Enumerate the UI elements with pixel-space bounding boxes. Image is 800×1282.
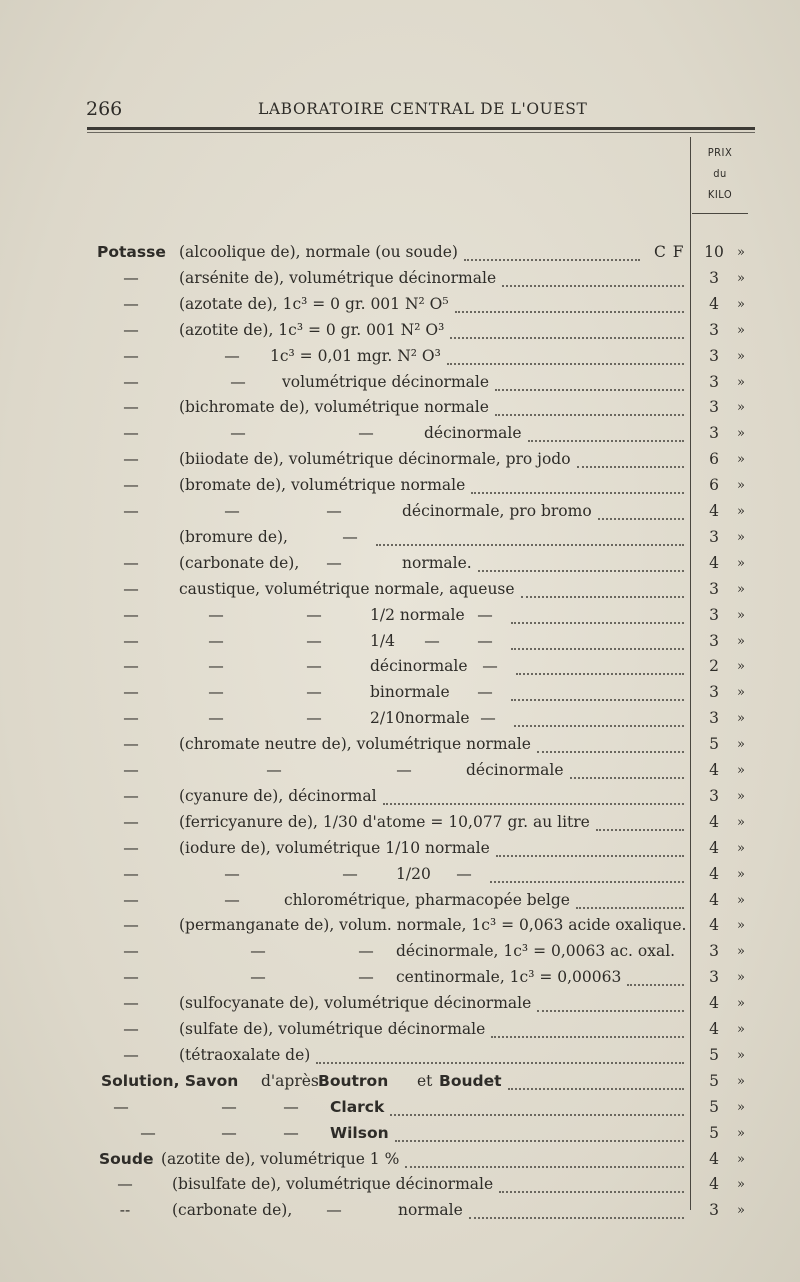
price-unit-mark: » xyxy=(737,788,745,804)
price-value: 4 xyxy=(709,864,719,883)
price-unit-mark: » xyxy=(737,400,745,416)
dot-leader xyxy=(450,333,684,339)
ditto-dash: — xyxy=(208,631,224,650)
entry-text: (sulfocyanate de), volumétrique décinormale xyxy=(179,994,532,1013)
price-row xyxy=(0,735,800,761)
price-value: 4 xyxy=(709,1149,719,1168)
price-row xyxy=(0,916,800,942)
entry-text: (permanganate de), volum. normale, 1c³ = 0,063 acide oxalique. xyxy=(179,916,687,935)
ditto-dash: — xyxy=(123,735,139,754)
entry-text: décinormale xyxy=(424,424,522,443)
entry-text: (alcoolique de), normale (ou soude) xyxy=(179,243,458,261)
entry-text: d'après xyxy=(261,1071,319,1090)
price-header-line-1: PRIX xyxy=(707,146,733,159)
entry-text: 1/4 xyxy=(370,631,395,650)
price-row xyxy=(0,839,800,865)
price-value: 4 xyxy=(709,890,719,909)
dot-leader xyxy=(316,1058,684,1064)
entry-text: Soude xyxy=(99,1149,154,1168)
price-row xyxy=(0,424,800,450)
dot-leader xyxy=(596,825,684,831)
price-unit-mark: » xyxy=(737,763,745,778)
price-row xyxy=(0,295,800,321)
entry-text: (azotite de), 1c³ = 0 gr. 001 N² O³ xyxy=(179,320,445,339)
ditto-dash: — xyxy=(250,942,266,961)
price-row xyxy=(0,761,800,787)
price-value: 4 xyxy=(709,1020,719,1038)
ditto-dash: — xyxy=(480,709,496,728)
ditto-dash: — xyxy=(123,761,139,779)
price-unit-mark: » xyxy=(737,1177,745,1193)
price-row xyxy=(0,321,800,347)
dot-leader xyxy=(464,255,640,261)
price-value: 5 xyxy=(709,1123,719,1142)
price-row xyxy=(0,1150,800,1176)
price-value: 3 xyxy=(709,1201,719,1220)
ditto-dash: — xyxy=(266,761,282,779)
price-unit-mark: » xyxy=(737,944,745,960)
dot-leader xyxy=(502,281,684,287)
price-value: 3 xyxy=(709,968,719,987)
ditto-dash: — xyxy=(123,346,139,365)
ditto-dash: — xyxy=(306,657,322,676)
price-unit-mark: » xyxy=(737,633,745,649)
price-row xyxy=(0,373,800,399)
price-value: 3 xyxy=(709,605,719,624)
ditto-dash: — xyxy=(123,786,139,805)
ditto-dash: — xyxy=(123,683,139,702)
dot-leader xyxy=(521,592,684,598)
dot-leader xyxy=(576,903,684,909)
ditto-dash: — xyxy=(283,1123,299,1142)
entry-text: Potasse xyxy=(97,243,166,261)
price-row xyxy=(0,865,800,891)
price-value: 5 xyxy=(709,1097,719,1116)
entry-text: binormale xyxy=(370,683,450,702)
price-row xyxy=(0,243,800,269)
price-value: 3 xyxy=(709,942,719,961)
ditto-dash: — xyxy=(424,631,440,650)
ditto-dash: — xyxy=(123,579,139,598)
ditto-dash: — xyxy=(123,372,139,391)
dot-leader xyxy=(577,462,684,468)
ditto-dash: — xyxy=(224,864,240,883)
price-unit-mark: » xyxy=(737,452,745,468)
ditto-dash: — xyxy=(224,346,240,365)
price-value: 3 xyxy=(709,372,719,391)
entry-text: Solution, Savon xyxy=(101,1071,239,1090)
ditto-dash: — xyxy=(113,1097,129,1116)
ditto-dash: — xyxy=(477,683,493,702)
ditto-dash: — xyxy=(456,864,472,883)
price-unit-mark: » xyxy=(737,555,745,571)
price-row xyxy=(0,554,800,580)
dot-leader xyxy=(514,721,684,727)
ditto-dash: — xyxy=(224,890,240,909)
entry-text: et xyxy=(417,1071,433,1090)
ditto-dash: — xyxy=(117,1175,133,1194)
price-unit-mark: » xyxy=(737,348,745,364)
price-value: 4 xyxy=(709,553,719,572)
ditto-dash: — xyxy=(123,942,139,961)
ditto-dash: — xyxy=(477,631,493,650)
price-row xyxy=(0,1124,800,1150)
ditto-dash: — xyxy=(123,631,139,650)
ditto-dash: — xyxy=(123,994,139,1013)
entry-text: (chromate neutre de), volumétrique normale xyxy=(179,735,531,754)
ditto-dash: — xyxy=(326,553,342,572)
dot-leader xyxy=(528,436,684,442)
entry-text: (azotite de), volumétrique 1 % xyxy=(161,1149,400,1168)
ditto-dash: — xyxy=(123,890,139,909)
ditto-dash: — xyxy=(326,502,342,520)
entry-text: (tétraoxalate de) xyxy=(179,1045,311,1064)
entry-text: (sulfate de), volumétrique décinormale xyxy=(179,1020,486,1038)
dot-leader xyxy=(511,695,684,701)
entry-text: 1/2 normale xyxy=(370,605,465,624)
price-row xyxy=(0,683,800,709)
price-unit-mark: » xyxy=(737,659,745,675)
price-unit-mark: » xyxy=(737,711,745,727)
ditto-dash: — xyxy=(358,424,374,443)
entry-text: caustique, volumétrique normale, aqueuse xyxy=(179,579,515,598)
price-value: 4 xyxy=(709,838,719,857)
entry-text: (biiodate de), volumétrique décinormale, pro jodo xyxy=(179,450,571,469)
price-unit-mark: » xyxy=(737,1125,745,1141)
price-row xyxy=(0,476,800,502)
price-unit-mark: » xyxy=(737,322,745,338)
price-value: 3 xyxy=(709,398,719,417)
price-value: 4 xyxy=(709,994,719,1013)
ditto-dash: — xyxy=(140,1123,156,1142)
price-header-rule xyxy=(692,213,748,214)
price-value: 2 xyxy=(709,657,719,676)
page-number: 266 xyxy=(86,98,123,120)
dot-leader xyxy=(537,1006,684,1012)
ditto-dash: — xyxy=(482,657,498,676)
entry-text: 1c³ = 0,01 mgr. N² O³ xyxy=(270,346,441,365)
ditto-dash: — xyxy=(358,968,374,987)
dot-leader xyxy=(570,773,684,779)
price-unit-mark: » xyxy=(737,374,745,390)
entry-text: (bichromate de), volumétrique normale xyxy=(179,398,489,417)
price-row xyxy=(0,1020,800,1046)
ditto-dash: — xyxy=(123,450,139,469)
price-value: 3 xyxy=(709,527,719,546)
ditto-dash: — xyxy=(123,968,139,987)
price-row xyxy=(0,657,800,683)
ditto-dash: — xyxy=(208,657,224,676)
ditto-dash: — xyxy=(326,1201,342,1220)
entry-text: 2/10normale xyxy=(370,709,470,728)
ditto-dash: — xyxy=(123,553,139,572)
ditto-dash: — xyxy=(283,1097,299,1116)
price-row xyxy=(0,269,800,295)
price-row xyxy=(0,968,800,994)
price-row xyxy=(0,1072,800,1098)
entry-text: (ferricyanure de), 1/30 d'atome = 10,077 gr. au litre xyxy=(179,812,590,831)
price-unit-mark: » xyxy=(737,607,745,623)
price-row xyxy=(0,398,800,424)
entry-text: décinormale, pro bromo xyxy=(402,502,592,520)
dot-leader xyxy=(511,644,684,650)
entry-text: décinormale xyxy=(466,761,564,779)
price-row xyxy=(0,813,800,839)
ditto-dash: — xyxy=(208,709,224,728)
entry-text: Boudet xyxy=(439,1071,502,1090)
price-unit-mark: » xyxy=(737,685,745,701)
ditto-dash: — xyxy=(224,502,240,520)
ditto-dash: — xyxy=(230,372,246,391)
dot-leader xyxy=(511,618,684,624)
entry-text: Clarck xyxy=(330,1097,385,1116)
dot-leader xyxy=(490,877,684,883)
price-value: 5 xyxy=(709,735,719,754)
dot-leader xyxy=(537,747,684,753)
dot-leader xyxy=(455,307,684,313)
price-unit-mark: » xyxy=(737,504,745,519)
price-value: 10 xyxy=(704,243,724,261)
price-value: 4 xyxy=(709,502,719,520)
price-row xyxy=(0,1098,800,1124)
ditto-dash: — xyxy=(123,605,139,624)
dot-leader xyxy=(405,1162,684,1168)
dot-leader xyxy=(383,799,684,805)
ditto-dash: — xyxy=(208,605,224,624)
entry-text: (bromure de), xyxy=(179,527,288,546)
price-unit-mark: » xyxy=(737,529,745,545)
ditto-dash: — xyxy=(123,812,139,831)
price-row xyxy=(0,580,800,606)
ditto-dash: — xyxy=(221,1097,237,1116)
ditto-dash: — xyxy=(123,1020,139,1038)
ditto-dash: — xyxy=(342,864,358,883)
entry-text: (bromate de), volumétrique normale xyxy=(179,476,466,495)
price-unit-mark: » xyxy=(737,814,745,830)
ditto-dash: -- xyxy=(119,1201,131,1220)
price-row xyxy=(0,1046,800,1072)
price-unit-mark: » xyxy=(737,970,745,986)
price-value: 5 xyxy=(709,1071,719,1090)
dot-leader xyxy=(516,669,684,675)
dot-leader xyxy=(395,1136,684,1142)
price-value: 4 xyxy=(709,1175,719,1194)
price-unit-mark: » xyxy=(737,1047,745,1063)
price-row xyxy=(0,709,800,735)
entry-text: 1/20 xyxy=(396,864,431,883)
dot-leader xyxy=(495,410,684,416)
price-unit-mark: » xyxy=(737,1022,745,1037)
price-row xyxy=(0,942,800,968)
price-unit-mark: » xyxy=(737,245,745,260)
price-unit-mark: » xyxy=(737,426,745,442)
price-unit-mark: » xyxy=(737,892,745,908)
ditto-dash: — xyxy=(221,1123,237,1142)
ditto-dash: — xyxy=(123,864,139,883)
price-value: 5 xyxy=(709,1045,719,1064)
entry-text: centinormale, 1c³ = 0,00063 xyxy=(396,968,622,987)
entry-text: chlorométrique, pharmacopée belge xyxy=(284,890,570,909)
ditto-dash: — xyxy=(123,657,139,676)
price-value: 4 xyxy=(709,812,719,831)
price-unit-mark: » xyxy=(737,270,745,286)
entry-text: décinormale xyxy=(370,657,468,676)
ditto-dash: — xyxy=(123,709,139,728)
ditto-dash: — xyxy=(306,683,322,702)
ditto-dash: — xyxy=(123,838,139,857)
price-unit-mark: » xyxy=(737,478,745,494)
price-value: 4 xyxy=(709,916,719,935)
price-row xyxy=(0,891,800,917)
price-value: 6 xyxy=(709,450,719,469)
entry-text: (carbonate de), xyxy=(172,1201,293,1220)
ditto-dash: — xyxy=(306,631,322,650)
price-unit-mark: » xyxy=(737,1203,745,1219)
entry-text: normale. xyxy=(402,553,472,572)
entry-text: (bisulfate de), volumétrique décinormale xyxy=(172,1175,494,1194)
dot-leader xyxy=(499,1187,684,1193)
price-unit-mark: » xyxy=(737,1151,745,1167)
cf-mark: C F xyxy=(654,243,685,261)
entry-text: Boutron xyxy=(318,1071,389,1090)
price-header-line-3: KILO xyxy=(707,188,733,201)
ditto-dash: — xyxy=(342,527,358,546)
entry-text: (carbonate de), xyxy=(179,553,300,572)
price-row xyxy=(0,528,800,554)
dot-leader xyxy=(598,514,684,520)
price-value: 3 xyxy=(709,683,719,702)
ditto-dash: — xyxy=(123,398,139,417)
price-row xyxy=(0,1201,800,1227)
ditto-dash: — xyxy=(123,268,139,287)
price-unit-mark: » xyxy=(737,918,745,934)
entry-text: décinormale, 1c³ = 0,0063 ac. oxal. xyxy=(396,942,676,961)
price-value: 3 xyxy=(709,709,719,728)
entry-text: normale xyxy=(398,1201,463,1220)
price-value: 3 xyxy=(709,320,719,339)
price-row xyxy=(0,606,800,632)
ditto-dash: — xyxy=(123,502,139,520)
dot-leader xyxy=(495,385,684,391)
ditto-dash: — xyxy=(230,424,246,443)
price-unit-mark: » xyxy=(737,866,745,882)
price-unit-mark: » xyxy=(737,996,745,1012)
price-value: 6 xyxy=(709,476,719,495)
price-unit-mark: » xyxy=(737,296,745,312)
dot-leader xyxy=(390,1110,684,1116)
price-value: 3 xyxy=(709,631,719,650)
header-rule xyxy=(87,127,755,130)
price-value: 3 xyxy=(709,424,719,443)
price-unit-mark: » xyxy=(737,1099,745,1115)
price-value: 4 xyxy=(709,294,719,313)
ditto-dash: — xyxy=(123,320,139,339)
price-value: 3 xyxy=(709,346,719,365)
price-value: 3 xyxy=(709,579,719,598)
ditto-dash: — xyxy=(208,683,224,702)
price-unit-mark: » xyxy=(737,1073,745,1089)
ditto-dash: — xyxy=(123,424,139,443)
ditto-dash: — xyxy=(396,761,412,779)
price-row xyxy=(0,502,800,528)
price-unit-mark: » xyxy=(737,581,745,597)
dot-leader xyxy=(469,1213,684,1219)
entry-text: (cyanure de), décinormal xyxy=(179,786,377,805)
entry-text: Wilson xyxy=(330,1123,389,1142)
ditto-dash: — xyxy=(477,605,493,624)
ditto-dash: — xyxy=(250,968,266,987)
dot-leader xyxy=(471,488,684,494)
price-row xyxy=(0,994,800,1020)
price-unit-mark: » xyxy=(737,840,745,856)
dot-leader xyxy=(376,540,684,546)
ditto-dash: — xyxy=(123,1045,139,1064)
entry-text: (azotate de), 1c³ = 0 gr. 001 N² O⁵ xyxy=(179,294,449,313)
price-row xyxy=(0,347,800,373)
entry-text: volumétrique décinormale xyxy=(282,372,490,391)
price-row xyxy=(0,1175,800,1201)
dot-leader xyxy=(627,980,684,986)
price-header-line-2: du xyxy=(713,167,727,180)
price-value: 3 xyxy=(709,268,719,287)
price-row xyxy=(0,450,800,476)
price-value: 3 xyxy=(709,786,719,805)
dot-leader xyxy=(447,359,684,365)
ditto-dash: — xyxy=(306,605,322,624)
header-rule-thin xyxy=(87,132,755,133)
dot-leader xyxy=(496,851,684,857)
entry-text: (arsénite de), volumétrique décinormale xyxy=(179,268,497,287)
dot-leader xyxy=(491,1032,684,1038)
ditto-dash: — xyxy=(358,942,374,961)
dot-leader xyxy=(478,566,684,572)
ditto-dash: — xyxy=(123,294,139,313)
price-row xyxy=(0,632,800,658)
ditto-dash: — xyxy=(123,916,139,935)
dot-leader xyxy=(508,1084,684,1090)
entry-text: (iodure de), volumétrique 1/10 normale xyxy=(179,838,490,857)
running-title: LABORATOIRE CENTRAL DE L'OUEST xyxy=(258,100,588,118)
price-unit-mark: » xyxy=(737,737,745,753)
price-row xyxy=(0,787,800,813)
ditto-dash: — xyxy=(123,476,139,495)
ditto-dash: — xyxy=(306,709,322,728)
price-value: 4 xyxy=(709,761,719,779)
